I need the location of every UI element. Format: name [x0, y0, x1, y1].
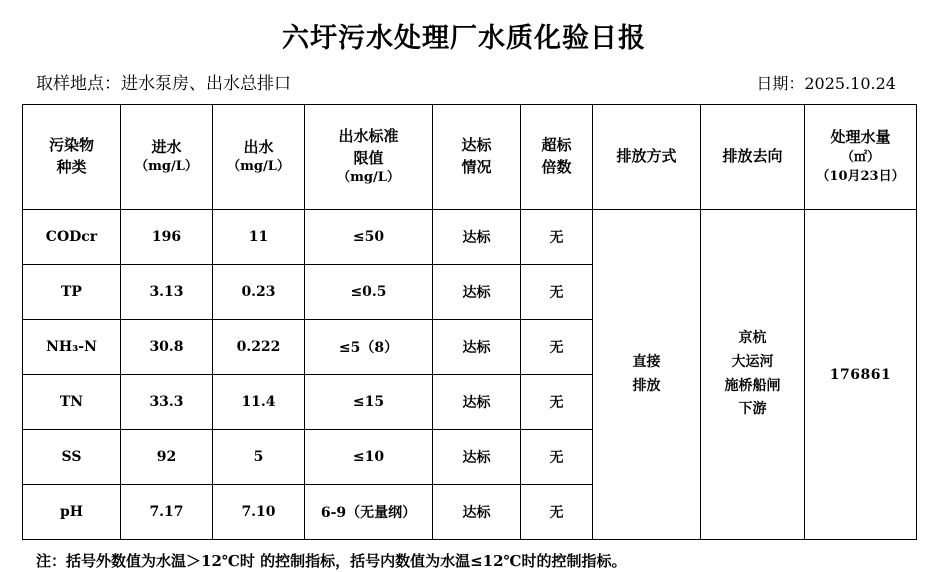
cell-pollutant-name: CODcr — [23, 210, 121, 265]
table-row — [23, 210, 917, 265]
cell-standard: ≤15 — [305, 375, 433, 430]
cell-exceed: 无 — [521, 265, 593, 320]
cell-effluent: 11.4 — [213, 375, 305, 430]
cell-influent: 196 — [121, 210, 213, 265]
cell-effluent: 11 — [213, 210, 305, 265]
cell-pollutant-name: NH₃-N — [23, 320, 121, 375]
cell-standard: ≤50 — [305, 210, 433, 265]
cell-discharge-destination — [701, 210, 805, 540]
cell-treated-volume: 176861 — [805, 210, 917, 540]
cell-influent: 33.3 — [121, 375, 213, 430]
header-compliance-line2: 情况 — [461, 158, 492, 176]
header-standard-unit: （mg/L） — [337, 170, 400, 186]
header-volume-date: （10月23日） — [816, 168, 905, 184]
header-compliance-line1: 达标 — [461, 136, 492, 155]
cell-exceed: 无 — [521, 430, 593, 485]
discharge-mode-line2: 排放 — [632, 377, 661, 394]
header-effluent-unit: （mg/L） — [227, 159, 290, 175]
header-pollutant — [23, 105, 121, 210]
cell-exceed: 无 — [521, 210, 593, 265]
header-standard — [305, 105, 433, 210]
cell-exceed: 无 — [521, 320, 593, 375]
meta-row — [22, 65, 906, 104]
discharge-mode-line1: 直接 — [632, 353, 661, 370]
header-volume — [805, 105, 917, 210]
header-exceed-line1: 超标 — [541, 136, 572, 155]
cell-standard: ≤5（8） — [305, 320, 433, 375]
cell-compliance: 达标 — [433, 430, 521, 485]
header-standard-line1: 出水标准 — [338, 126, 399, 145]
report-date: 日期：2025.10.24 — [756, 74, 896, 93]
header-volume-unit: （㎡） — [840, 150, 880, 166]
cell-effluent: 5 — [213, 430, 305, 485]
water-quality-table — [22, 104, 917, 540]
header-row — [23, 105, 917, 210]
cell-standard: ≤0.5 — [305, 265, 433, 320]
discharge-dest-line1: 京杭 — [738, 329, 767, 346]
cell-pollutant-name: pH — [23, 485, 121, 540]
cell-compliance: 达标 — [433, 375, 521, 430]
page-title: 六圩污水处理厂水质化验日报 — [282, 23, 646, 54]
cell-compliance: 达标 — [433, 265, 521, 320]
header-compliance — [433, 105, 521, 210]
cell-discharge-mode — [593, 210, 701, 540]
header-discharge-mode: 排放方式 — [593, 105, 701, 210]
header-exceed — [521, 105, 593, 210]
header-effluent-line1: 出水 — [243, 137, 274, 156]
header-discharge-destination: 排放去向 — [701, 105, 805, 210]
header-influent-unit: （mg/L） — [135, 159, 198, 175]
discharge-dest-line2: 大运河 — [731, 353, 774, 370]
cell-influent: 3.13 — [121, 265, 213, 320]
cell-effluent: 0.23 — [213, 265, 305, 320]
discharge-dest-line4: 下游 — [738, 401, 767, 418]
cell-compliance: 达标 — [433, 320, 521, 375]
cell-pollutant-name: SS — [23, 430, 121, 485]
header-standard-line2: 限值 — [353, 148, 384, 167]
cell-influent: 92 — [121, 430, 213, 485]
header-pollutant-line1: 污染物 — [48, 136, 94, 155]
table-body — [23, 210, 917, 540]
header-volume-line1: 处理水量 — [830, 128, 891, 147]
header-exceed-line2: 倍数 — [541, 158, 572, 176]
cell-effluent: 0.222 — [213, 320, 305, 375]
cell-influent: 30.8 — [121, 320, 213, 375]
cell-exceed: 无 — [521, 485, 593, 540]
header-influent-line1: 进水 — [151, 137, 182, 156]
cell-compliance: 达标 — [433, 210, 521, 265]
cell-exceed: 无 — [521, 375, 593, 430]
cell-standard: 6-9（无量纲） — [305, 485, 433, 540]
header-pollutant-line2: 种类 — [56, 158, 87, 176]
cell-standard: ≤10 — [305, 430, 433, 485]
cell-effluent: 7.10 — [213, 485, 305, 540]
header-influent — [121, 105, 213, 210]
cell-pollutant-name: TP — [23, 265, 121, 320]
table-note: 注：括号外数值为水温＞12℃时 的控制指标，括号内数值为水温≤12℃时的控制指标。 — [36, 552, 627, 570]
table-header — [23, 105, 917, 210]
sampling-location: 取样地点：进水泵房、出水总排口 — [36, 74, 291, 94]
cell-compliance: 达标 — [433, 485, 521, 540]
header-effluent — [213, 105, 305, 210]
cell-pollutant-name: TN — [23, 375, 121, 430]
discharge-dest-line3: 施桥船闸 — [724, 377, 781, 394]
cell-influent: 7.17 — [121, 485, 213, 540]
